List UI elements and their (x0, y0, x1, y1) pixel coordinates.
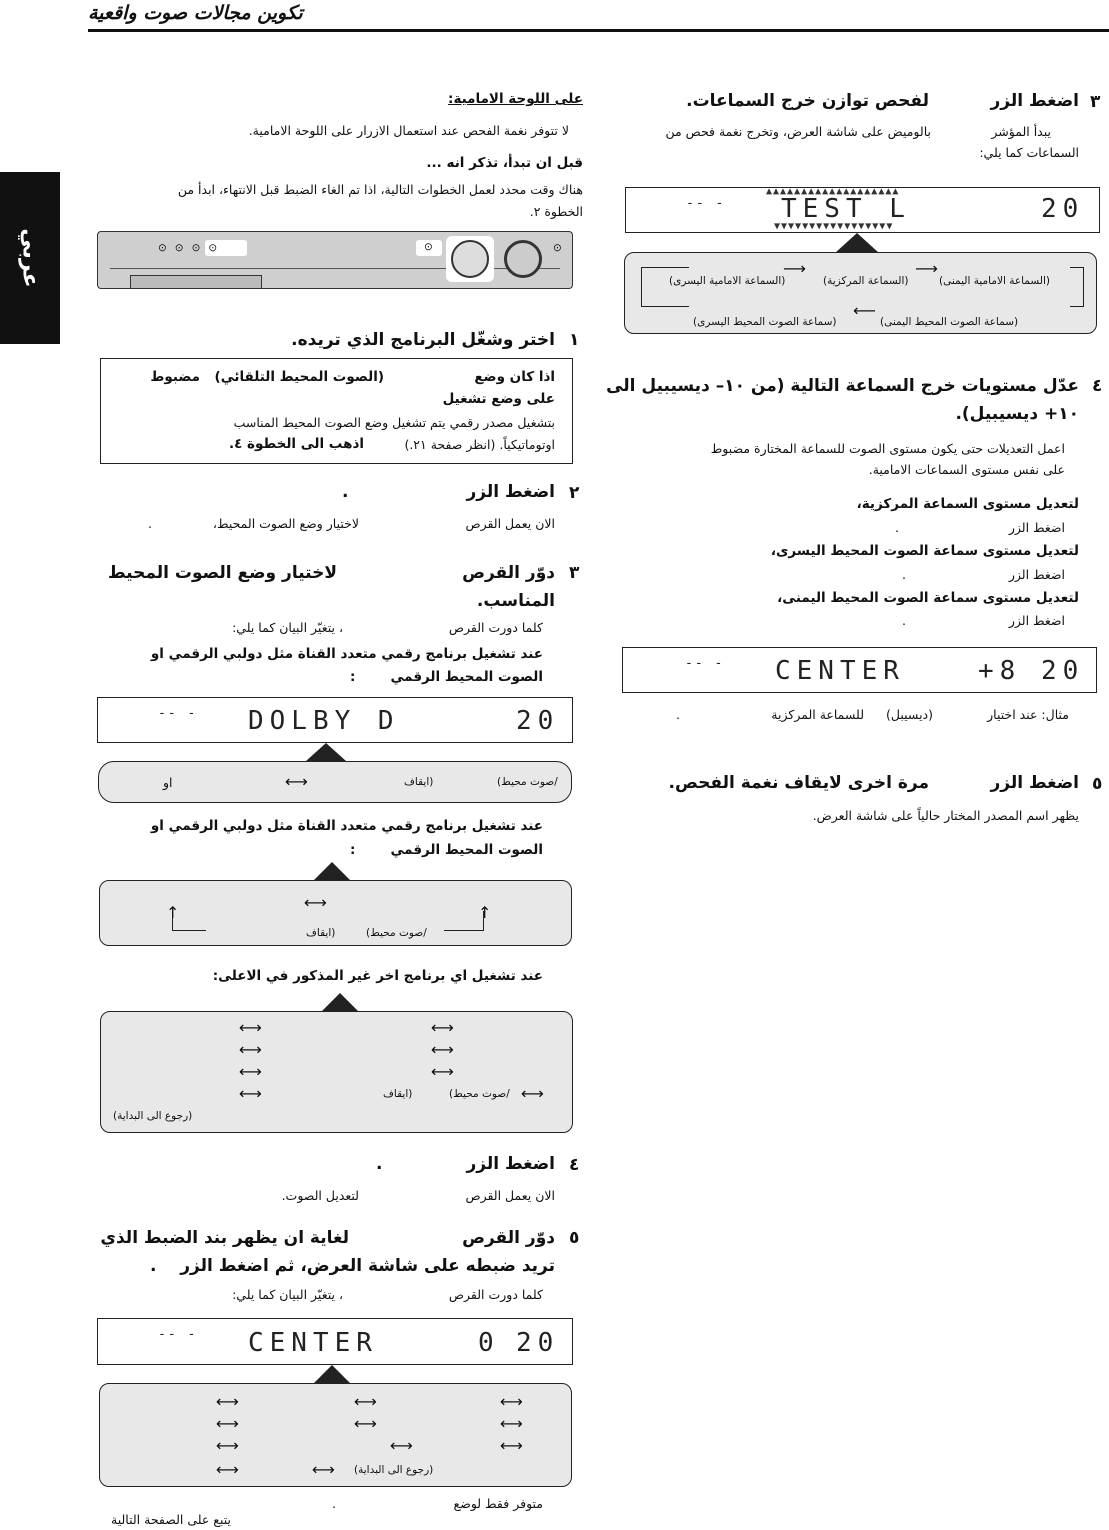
right-step5-text: يظهر اسم المصدر المختار حالياً على شاشة العرض. (812, 808, 1079, 823)
left-step2-text-b: لاختيار وضع الصوت المحيط، (212, 516, 359, 531)
left-step2-dot: . (342, 482, 349, 502)
standby-icon: ⊙ (553, 242, 562, 254)
right-step4-title-1: عدّل مستويات خرج السماعة التالية (من ١٠– ديسيبيل الى (606, 376, 1079, 396)
right-step3-text-c: السماعات كما يلي: (979, 145, 1079, 160)
left-step5-number: ٥ (569, 1228, 580, 1248)
speaker-center: (السماعة المركزية) (823, 275, 909, 287)
display-window (130, 275, 262, 289)
mode-sequence-panel-1 (98, 761, 572, 803)
note-l4b: اذهب الى الخطوة ٤. (228, 436, 364, 452)
adjust-sr-title: لتعديل مستوى سماعة الصوت المحيط اليمنى، (777, 590, 1079, 606)
adjust-sl-dot: . (902, 567, 906, 582)
double-arrow: ⟷ (304, 893, 327, 912)
left-step5-dot: . (150, 1256, 157, 1276)
note-l1b: (الصوت المحيط التلقائي) (214, 369, 384, 385)
example-b: (ديسيبل) (886, 707, 933, 722)
speaker-front-left: (السماعة الامامية اليسرى) (669, 275, 786, 287)
seq2-off: ايقاف) (306, 927, 336, 939)
speaker-surround-left: (سماعة الصوت المحيط اليسرى) (693, 316, 837, 328)
lcd-dolby-display (97, 697, 573, 743)
left-step3-number: ٣ (569, 563, 580, 583)
lcd-center0-indicator: -- - (158, 1327, 198, 1342)
speaker-surround-right: (سماعة الصوت المحيط اليمنى) (880, 316, 1019, 328)
seq3-surround: (صوت محيط/ (449, 1088, 510, 1100)
blink-marks: ▲▲▲▲▲▲▲▲▲▲▲▲▲▲▲▲▲▲▲ (766, 186, 900, 197)
speaker-sequence-panel (624, 252, 1097, 334)
left-step3-title-a: دوّر القرص (462, 563, 555, 583)
speaker-front-right: (السماعة الامامية اليمنى) (939, 275, 1050, 287)
left-step3-text-b: ، يتغيّر البيان كما يلي: (232, 620, 343, 635)
blink-marks-bottom: ▼▼▼▼▼▼▼▼▼▼▼▼▼▼▼▼▼ (774, 221, 894, 232)
left-step4-dot: . (376, 1154, 383, 1174)
left-step3-title-c: المناسب. (476, 591, 555, 611)
double-arrow: ⟷ (431, 1018, 454, 1037)
double-arrow: ⟷ (500, 1414, 523, 1433)
double-arrow: ⟷ (239, 1062, 262, 1081)
before-title: قبل ان تبدأ، تذكر انه ... (426, 155, 583, 171)
left-step1-title: اختر وشغّل البرنامج الذي تريده. (291, 330, 555, 350)
adjust-center-press: اضغط الزر (1008, 520, 1065, 535)
callout-pointer (314, 862, 350, 880)
right-step5-number: ٥ (1092, 774, 1103, 794)
seq3-back: (رجوع الى البداية) (113, 1110, 193, 1122)
seq1-surround: (صوت محيط/ (497, 776, 558, 788)
arrow-right: ⟶ (915, 259, 938, 278)
seq1-or: او (163, 775, 173, 790)
double-arrow: ⟷ (312, 1460, 335, 1479)
lcd-center0-level: 20 (516, 1328, 560, 1358)
left-step3-title-b: لاختيار وضع الصوت المحيط (107, 563, 337, 583)
lcd-dolby-level: 20 (516, 706, 560, 736)
lcd-dolby-main: DOLBY D (248, 706, 400, 736)
double-arrow: ⟷ (431, 1040, 454, 1059)
left-step5-title-b: لغاية ان يظهر بند الضبط الذي (100, 1228, 349, 1248)
double-arrow: ⟷ (216, 1460, 239, 1479)
digital2-colon: : (350, 842, 356, 858)
right-step3-title-a: اضغط الزر (990, 91, 1079, 111)
adjust-sr-press: اضغط الزر (1008, 613, 1065, 628)
setting-sequence-panel (99, 1383, 572, 1487)
note-l1a: اذا كان وضع (474, 369, 555, 385)
lcd-center0-display (97, 1318, 573, 1365)
auto-surround-note (100, 358, 573, 464)
lcd-center-indicator: -- - (685, 656, 725, 671)
left-step1-number: ١ (569, 330, 580, 350)
left-step5-title-a: دوّر القرص (462, 1228, 555, 1248)
adjust-sr-dot: . (902, 613, 906, 628)
right-step3-number: ٣ (1090, 92, 1101, 112)
left-step4-title: اضغط الزر (466, 1154, 555, 1174)
lcd-test-level: 20 (1041, 194, 1085, 224)
left-step2-text-dot: . (148, 516, 152, 531)
adjust-sl-press: اضغط الزر (1008, 567, 1065, 582)
callout-pointer (322, 993, 358, 1011)
arrow-up: ↑ (478, 903, 492, 922)
panel-buttons-icon: ⊙⊙⊙⊙ (158, 242, 226, 254)
left-step2-title: اضغط الزر (466, 482, 555, 502)
adjust-center-title: لتعديل مستوى السماعة المركزية، (856, 496, 1079, 512)
double-arrow: ⟷ (239, 1084, 262, 1103)
digital2-line1: عند تشغيل برنامج رقمي متعدد القناة مثل دولبي الرقمي او (150, 818, 543, 834)
lcd-center-display (622, 647, 1097, 693)
arrow-left: ⟵ (853, 301, 876, 320)
right-step4-title-2: ١٠+ ديسيبيل). (955, 404, 1079, 424)
double-arrow: ⟷ (354, 1392, 377, 1411)
side-tab-label: عربي (17, 228, 43, 288)
callout-pointer (835, 233, 879, 253)
right-step4-text-1: اعمل التعديلات حتى يكون مستوى الصوت للسماعة المختارة مضبوط (710, 441, 1065, 456)
available-only-text: متوفر فقط لوضع (453, 1496, 543, 1511)
double-arrow: ⟷ (285, 772, 308, 791)
right-step3-text-a: يبدأ المؤشر (991, 124, 1051, 139)
adjust-center-dot: . (895, 520, 899, 535)
double-arrow: ⟷ (216, 1414, 239, 1433)
other-program-title: عند تشغيل اي برنامج اخر غير المذكور في الاعلى: (212, 968, 543, 984)
right-step3-title-b: لفحص توازن خرج السماعات. (686, 91, 929, 111)
before-text-1: هناك وقت محدد لعمل الخطوات التالية، اذا تم الغاء الضبط قبل الانتهاء، ابدأ من (177, 182, 583, 197)
front-panel-title: على اللوحة الامامية: (448, 91, 583, 107)
seq1-off: ايقاف) (404, 776, 434, 788)
left-step4-text-a: الان يعمل القرص (465, 1188, 555, 1203)
adjust-sl-title: لتعديل مستوى سماعة الصوت المحيط اليسرى، (770, 543, 1079, 559)
left-step4-number: ٤ (569, 1155, 580, 1175)
lcd-test-main: TEST L (781, 194, 911, 224)
double-arrow: ⟷ (431, 1062, 454, 1081)
double-arrow: ⟷ (239, 1018, 262, 1037)
arrow-up: ↑ (166, 903, 180, 922)
left-step5-text-b: ، يتغيّر البيان كما يلي: (232, 1287, 343, 1302)
double-arrow: ⟷ (390, 1436, 413, 1455)
front-panel-text: لا تتوفر نغمة الفحص عند استعمال الازرار على اللوحة الامامية. (248, 123, 569, 138)
double-arrow: ⟷ (500, 1392, 523, 1411)
right-step4-text-2: على نفس مستوى السماعات الامامية. (868, 462, 1065, 477)
callout-pointer (306, 743, 346, 761)
left-step5-title-c: تريد ضبطه على شاشة العرض، ثم اضغط الزر (180, 1256, 555, 1276)
header-rule (88, 29, 1109, 32)
right-step5-title-b: مرة اخرى لايقاف نغمة الفحص. (668, 773, 929, 793)
multi-jog-knob-icon (451, 240, 489, 278)
example-c: للسماعة المركزية (771, 707, 864, 722)
left-step3-text-a: كلما دورت القرص (448, 620, 543, 635)
lcd-center-main: CENTER (775, 656, 905, 686)
lcd-center0-main: CENTER (248, 1328, 378, 1358)
note-l1c: مضبوط (150, 369, 200, 385)
left-step2-text-a: الان يعمل القرص (465, 516, 555, 531)
seq4-back: (رجوع الى البداية) (354, 1464, 434, 1476)
double-arrow: ⟷ (216, 1436, 239, 1455)
left-step4-text-b: لتعديل الصوت. (281, 1188, 359, 1203)
loop-line-right (1070, 267, 1084, 307)
continued-next-page: يتبع على الصفحة التالية (111, 1512, 231, 1527)
digital1-line1: عند تشغيل برنامج رقمي متعدد القناة مثل دولبي الرقمي او (150, 646, 543, 662)
double-arrow: ⟷ (216, 1392, 239, 1411)
receiver-front-panel-illustration (97, 231, 573, 289)
note-l3: بتشغيل مصدر رقمي يتم تشغيل وضع الصوت المحيط المناسب (233, 415, 555, 430)
right-step3-text-b: بالوميض على شاشة العرض، وتخرج نغمة فحص من (665, 124, 931, 139)
right-step5-title-a: اضغط الزر (990, 773, 1079, 793)
language-side-tab (0, 172, 60, 344)
callout-pointer (314, 1365, 350, 1383)
right-step4-number: ٤ (1092, 376, 1103, 396)
lcd-center-value: +8 (978, 656, 1022, 686)
double-arrow: ⟷ (500, 1436, 523, 1455)
note-l4a: اوتوماتيكياً. (انظر صفحة ٢١.) (404, 437, 555, 452)
left-step2-number: ٢ (569, 483, 580, 503)
loop-line-left (641, 267, 689, 307)
lcd-center0-value: 0 (478, 1328, 500, 1358)
power-icon: ⊙ (424, 241, 433, 253)
before-text-2: الخطوة ٢. (529, 204, 583, 219)
lcd-test-display (625, 187, 1100, 233)
lcd-test-indicator: -- - (686, 196, 726, 211)
mode-sequence-panel-2 (99, 880, 572, 946)
double-arrow: ⟷ (521, 1084, 544, 1103)
example-a: مثال: عند اختيار (987, 707, 1069, 722)
mode-sequence-panel-3 (100, 1011, 573, 1133)
note-l2: على وضع تشغيل (442, 391, 555, 407)
seq3-off: ايقاف) (383, 1088, 413, 1100)
volume-knob-icon (504, 240, 542, 278)
lcd-center-level: 20 (1041, 656, 1085, 686)
arrow-right: ⟶ (783, 259, 806, 278)
digital1-line2: الصوت المحيط الرقمي (390, 669, 543, 685)
page-header-title: تكوين مجالات صوت واقعية (88, 2, 303, 24)
double-arrow: ⟷ (239, 1040, 262, 1059)
left-step5-text-a: كلما دورت القرص (448, 1287, 543, 1302)
available-only-dot: . (332, 1496, 336, 1511)
digital2-line2: الصوت المحيط الرقمي (390, 842, 543, 858)
lcd-dolby-indicator: -- - (158, 706, 198, 721)
seq2-surround: (صوت محيط/ (366, 927, 427, 939)
double-arrow: ⟷ (354, 1414, 377, 1433)
digital1-colon: : (350, 669, 356, 685)
example-dot: . (676, 707, 680, 722)
